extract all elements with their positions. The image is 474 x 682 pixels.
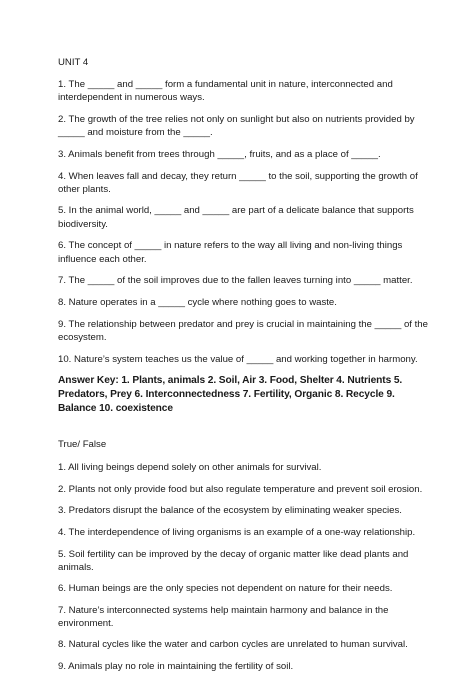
fill-blank-question: 4. When leaves fall and decay, they return _____ to the soil, supporting the growth of other plants. [58, 170, 418, 195]
fill-blank-question: 8. Nature operates in a _____ cycle where nothing goes to waste. [58, 296, 337, 308]
fill-blank-question: 6. The concept of _____ in nature refers to the way all living and non-living things influence each other. [58, 240, 403, 265]
true-false-statement: 9. Animals play no role in maintaining the fertility of soil. [58, 661, 294, 672]
answer-key: Answer Key: 1. Plants, animals 2. Soil, Air 3. Food, Shelter 4. Nutrients 5. Predators, Prey 6. Interconnectedness 7. Fertility, Organic 8. Recycle 9. Balance 10. coexistence [58, 375, 403, 415]
fill-blank-question: 9. The relationship between predator and prey is crucial in maintaining the _____ of the ecosystem. [58, 318, 428, 343]
fill-blank-question: 3. Animals benefit from trees through _____, fruits, and as a place of _____. [58, 148, 381, 160]
unit-title: UNIT 4 [58, 57, 89, 68]
fill-blank-question: 10. Nature’s system teaches us the value of _____ and working together in harmony. [58, 353, 418, 365]
true-false-statement: 3. Predators disrupt the balance of the ecosystem by eliminating weaker species. [58, 505, 402, 517]
true-false-statement: 7. Nature’s interconnected systems help maintain harmony and balance in the environment. [58, 604, 389, 629]
worksheet-content [58, 56, 428, 682]
true-false-statement: 5. Soil fertility can be improved by the decay of organic matter like dead plants and animals. [58, 548, 409, 573]
fill-blank-question: 5. In the animal world, _____ and _____ are part of a delicate balance that supports biodiversity. [58, 205, 414, 230]
fill-blank-question: 7. The _____ of the soil improves due to the fallen leaves turning into _____ matter. [58, 275, 413, 287]
true-false-statement: 6. Human beings are the only species not dependent on nature for their needs. [58, 583, 393, 595]
true-false-title: True/ False [58, 439, 107, 451]
fill-blank-question: 1. The _____ and _____ form a fundamental unit in nature, interconnected and interdependent in numerous ways. [58, 79, 393, 104]
true-false-statement: 4. The interdependence of living organisms is an example of a one-way relationship. [58, 527, 416, 539]
true-false-statement: 2. Plants not only provide food but also regulate temperature and prevent soil erosion. [58, 483, 423, 495]
fill-blank-question: 2. The growth of the tree relies not only on sunlight but also on nutrients provided by _____ and moisture from the _____. [58, 113, 415, 139]
true-false-statement: 8. Natural cycles like the water and carbon cycles are unrelated to human survival. [58, 639, 408, 651]
true-false-statement: 1. All living beings depend solely on other animals for survival. [58, 462, 322, 474]
